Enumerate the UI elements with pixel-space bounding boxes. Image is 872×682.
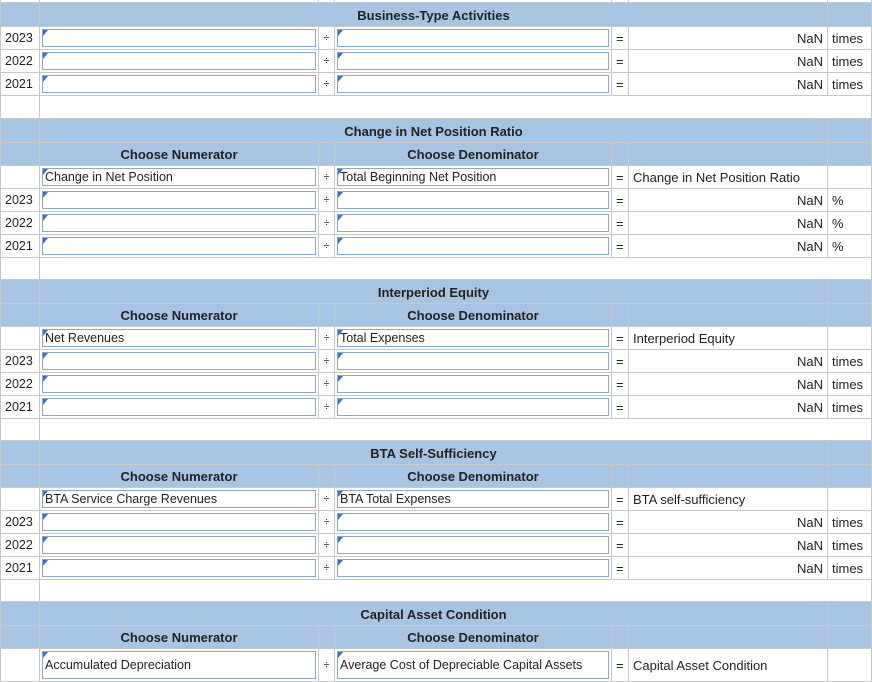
ratio-value: NaN [629, 50, 828, 73]
header-spacer [828, 441, 872, 465]
year-label: 2023 [0, 350, 40, 373]
denominator-value-cell [335, 396, 612, 419]
header-spacer [828, 3, 872, 27]
header-spacer [828, 143, 872, 166]
ratio-unit: times [828, 27, 872, 50]
denominator-select[interactable]: Total Expenses [337, 329, 609, 347]
year-label: 2023 [0, 189, 40, 212]
header-spacer [319, 626, 335, 649]
header-spacer [0, 3, 40, 27]
year-row [0, 27, 872, 50]
spacer-row [0, 96, 872, 119]
spacer-row [0, 419, 872, 441]
year-row [0, 350, 872, 373]
equals-sign: = [612, 350, 629, 373]
denominator-input[interactable] [337, 398, 609, 416]
header-spacer [0, 143, 40, 166]
denominator-cell [335, 488, 612, 511]
divide-sign: ÷ [319, 534, 335, 557]
choose-header-row [0, 626, 872, 649]
numerator-input[interactable] [42, 398, 316, 416]
numerator-value-cell [40, 534, 319, 557]
section-title: Change in Net Position Ratio [40, 119, 828, 143]
year-label: 2022 [0, 534, 40, 557]
year-row [0, 189, 872, 212]
denominator-select[interactable]: Average Cost of Depreciable Capital Assets [337, 651, 609, 679]
divide-sign: ÷ [319, 350, 335, 373]
year-label: 2022 [0, 212, 40, 235]
header-spacer [828, 602, 872, 626]
divide-sign: ÷ [319, 166, 335, 189]
divide-sign: ÷ [319, 212, 335, 235]
divide-sign: ÷ [319, 488, 335, 511]
denominator-input[interactable] [337, 536, 609, 554]
numerator-input[interactable] [42, 559, 316, 577]
ratio-unit: times [828, 396, 872, 419]
ratio-unit: % [828, 212, 872, 235]
equals-sign: = [612, 396, 629, 419]
header-spacer [612, 143, 629, 166]
header-spacer [0, 280, 40, 304]
numerator-input[interactable] [42, 52, 316, 70]
denominator-cell [335, 166, 612, 189]
denominator-value-cell [335, 511, 612, 534]
equals-sign: = [612, 73, 629, 96]
header-spacer [319, 304, 335, 327]
denominator-input[interactable] [337, 75, 609, 93]
choose-denominator-header: Choose Denominator [335, 626, 612, 649]
denominator-value-cell [335, 27, 612, 50]
result-label: Capital Asset Condition [629, 649, 828, 682]
formula-row [0, 327, 872, 350]
equals-sign: = [612, 534, 629, 557]
header-spacer [629, 626, 828, 649]
year-label: 2023 [0, 511, 40, 534]
divide-sign: ÷ [319, 649, 335, 682]
numerator-value-cell [40, 373, 319, 396]
ratio-value: NaN [629, 511, 828, 534]
denominator-input[interactable] [337, 375, 609, 393]
blank-cell [0, 258, 40, 280]
header-spacer [828, 280, 872, 304]
divide-sign: ÷ [319, 189, 335, 212]
numerator-select[interactable]: Net Revenues [42, 329, 316, 347]
blank-cell [0, 96, 40, 119]
formula-row [0, 488, 872, 511]
blank-cell [0, 327, 40, 350]
year-row [0, 557, 872, 580]
ratio-value: NaN [629, 73, 828, 96]
divide-sign: ÷ [319, 396, 335, 419]
choose-numerator-header: Choose Numerator [40, 465, 319, 488]
year-row [0, 534, 872, 557]
ratio-unit: times [828, 50, 872, 73]
denominator-input[interactable] [337, 559, 609, 577]
year-label: 2021 [0, 73, 40, 96]
denominator-value-cell [335, 350, 612, 373]
numerator-input[interactable] [42, 75, 316, 93]
denominator-input[interactable] [337, 237, 609, 255]
spacer-row [0, 580, 872, 602]
divide-sign: ÷ [319, 557, 335, 580]
numerator-value-cell [40, 235, 319, 258]
header-spacer [612, 304, 629, 327]
choose-denominator-header: Choose Denominator [335, 465, 612, 488]
blank-cell [0, 580, 40, 602]
choose-denominator-header: Choose Denominator [335, 304, 612, 327]
equals-sign: = [612, 511, 629, 534]
numerator-value-cell [40, 189, 319, 212]
choose-header-row [0, 143, 872, 166]
numerator-cell [40, 166, 319, 189]
numerator-input[interactable] [42, 513, 316, 531]
denominator-input[interactable] [337, 214, 609, 232]
denominator-select[interactable]: Total Beginning Net Position [337, 168, 609, 186]
header-spacer [0, 602, 40, 626]
equals-sign: = [612, 235, 629, 258]
blank-cell [828, 488, 872, 511]
year-row [0, 511, 872, 534]
ratio-value: NaN [629, 396, 828, 419]
header-spacer [0, 441, 40, 465]
ratio-value: NaN [629, 557, 828, 580]
year-row [0, 235, 872, 258]
numerator-cell [40, 649, 319, 682]
ratio-value: NaN [629, 212, 828, 235]
blank-cell [0, 488, 40, 511]
divide-sign: ÷ [319, 235, 335, 258]
choose-numerator-header: Choose Numerator [40, 143, 319, 166]
year-label: 2022 [0, 373, 40, 396]
choose-denominator-header: Choose Denominator [335, 143, 612, 166]
divide-sign: ÷ [319, 511, 335, 534]
numerator-input[interactable] [42, 375, 316, 393]
result-label: Change in Net Position Ratio [629, 166, 828, 189]
year-row [0, 73, 872, 96]
equals-sign: = [612, 557, 629, 580]
numerator-select[interactable]: Accumulated Depreciation [42, 651, 316, 679]
header-spacer [0, 304, 40, 327]
header-spacer [612, 465, 629, 488]
numerator-value-cell [40, 396, 319, 419]
divide-sign: ÷ [319, 327, 335, 350]
numerator-cell [40, 488, 319, 511]
header-spacer [828, 119, 872, 143]
header-spacer [0, 626, 40, 649]
ratio-unit: times [828, 350, 872, 373]
denominator-input[interactable] [337, 352, 609, 370]
choose-numerator-header: Choose Numerator [40, 304, 319, 327]
header-spacer [629, 304, 828, 327]
section-title: Interperiod Equity [40, 280, 828, 304]
header-spacer [319, 465, 335, 488]
formula-row [0, 649, 872, 682]
equals-sign: = [612, 327, 629, 350]
ratio-unit: times [828, 73, 872, 96]
section-title: BTA Self-Sufficiency [40, 441, 828, 465]
ratio-unit: times [828, 373, 872, 396]
formula-row [0, 166, 872, 189]
denominator-value-cell [335, 212, 612, 235]
blank-cell [828, 649, 872, 682]
blank-cell [0, 419, 40, 441]
year-row [0, 212, 872, 235]
ratio-value: NaN [629, 534, 828, 557]
numerator-input[interactable] [42, 237, 316, 255]
numerator-input[interactable] [42, 191, 316, 209]
year-row [0, 50, 872, 73]
header-spacer [828, 304, 872, 327]
denominator-cell [335, 327, 612, 350]
section-title-row [0, 3, 872, 27]
section-title-row [0, 119, 872, 143]
section-title-row [0, 441, 872, 465]
header-spacer [612, 626, 629, 649]
denominator-input[interactable] [337, 513, 609, 531]
numerator-input[interactable] [42, 29, 316, 47]
numerator-select[interactable]: Change in Net Position [42, 168, 316, 186]
year-row [0, 396, 872, 419]
denominator-value-cell [335, 534, 612, 557]
denominator-value-cell [335, 235, 612, 258]
numerator-value-cell [40, 511, 319, 534]
blank-cell [40, 580, 872, 602]
numerator-value-cell [40, 73, 319, 96]
spacer-row [0, 258, 872, 280]
header-spacer [629, 143, 828, 166]
ratio-value: NaN [629, 350, 828, 373]
year-row [0, 373, 872, 396]
year-label: 2022 [0, 50, 40, 73]
ratio-unit: times [828, 534, 872, 557]
numerator-select[interactable]: BTA Service Charge Revenues [42, 490, 316, 508]
ratio-unit: % [828, 189, 872, 212]
denominator-input[interactable] [337, 29, 609, 47]
divide-sign: ÷ [319, 27, 335, 50]
choose-header-row [0, 304, 872, 327]
section-title: Business-Type Activities [40, 3, 828, 27]
blank-cell [828, 166, 872, 189]
header-spacer [0, 465, 40, 488]
blank-cell [40, 419, 872, 441]
numerator-value-cell [40, 50, 319, 73]
ratio-value: NaN [629, 373, 828, 396]
divide-sign: ÷ [319, 73, 335, 96]
equals-sign: = [612, 50, 629, 73]
section-title: Capital Asset Condition [40, 602, 828, 626]
result-label: Interperiod Equity [629, 327, 828, 350]
equals-sign: = [612, 373, 629, 396]
header-spacer [629, 465, 828, 488]
denominator-value-cell [335, 189, 612, 212]
numerator-input[interactable] [42, 536, 316, 554]
denominator-cell [335, 649, 612, 682]
ratio-value: NaN [629, 235, 828, 258]
denominator-input[interactable] [337, 191, 609, 209]
result-label: BTA self-sufficiency [629, 488, 828, 511]
denominator-value-cell [335, 373, 612, 396]
equals-sign: = [612, 27, 629, 50]
denominator-value-cell [335, 50, 612, 73]
numerator-value-cell [40, 557, 319, 580]
denominator-value-cell [335, 73, 612, 96]
numerator-input[interactable] [42, 214, 316, 232]
blank-cell [40, 96, 872, 119]
ratio-unit: % [828, 235, 872, 258]
denominator-value-cell [335, 557, 612, 580]
numerator-value-cell [40, 350, 319, 373]
year-label: 2023 [0, 27, 40, 50]
blank-cell [40, 258, 872, 280]
blank-cell [828, 327, 872, 350]
ratio-unit: times [828, 511, 872, 534]
denominator-input[interactable] [337, 52, 609, 70]
divide-sign: ÷ [319, 50, 335, 73]
header-spacer [828, 626, 872, 649]
header-spacer [828, 465, 872, 488]
equals-sign: = [612, 488, 629, 511]
equals-sign: = [612, 649, 629, 682]
ratio-value: NaN [629, 189, 828, 212]
section-title-row [0, 280, 872, 304]
numerator-value-cell [40, 27, 319, 50]
header-spacer [319, 143, 335, 166]
equals-sign: = [612, 166, 629, 189]
equals-sign: = [612, 189, 629, 212]
blank-cell [0, 166, 40, 189]
choose-header-row [0, 465, 872, 488]
numerator-input[interactable] [42, 352, 316, 370]
year-label: 2021 [0, 396, 40, 419]
numerator-value-cell [40, 212, 319, 235]
year-label: 2021 [0, 557, 40, 580]
denominator-select[interactable]: BTA Total Expenses [337, 490, 609, 508]
ratio-unit: times [828, 557, 872, 580]
year-label: 2021 [0, 235, 40, 258]
ratio-value: NaN [629, 27, 828, 50]
equals-sign: = [612, 212, 629, 235]
choose-numerator-header: Choose Numerator [40, 626, 319, 649]
numerator-cell [40, 327, 319, 350]
header-spacer [0, 119, 40, 143]
section-title-row [0, 602, 872, 626]
divide-sign: ÷ [319, 373, 335, 396]
blank-cell [0, 649, 40, 682]
